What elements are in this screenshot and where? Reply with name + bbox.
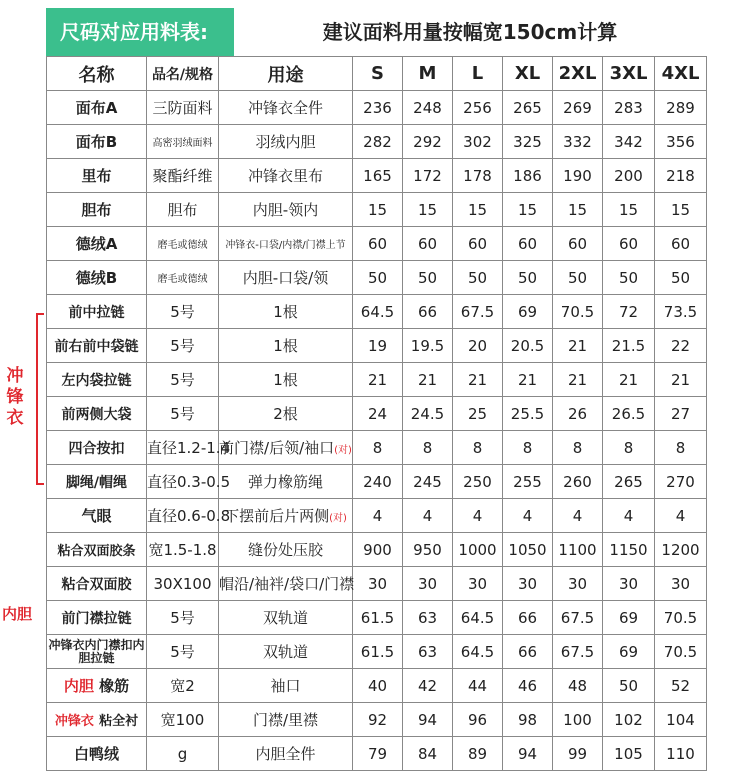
size-value: 50	[603, 669, 655, 703]
size-value: 30	[453, 567, 503, 601]
material-use	[219, 261, 353, 295]
material-use-text: 帽沿/袖袢/袋口/门襟	[219, 575, 355, 593]
size-value: 332	[553, 125, 603, 159]
size-value: 70.5	[655, 635, 707, 669]
size-value: 8	[603, 431, 655, 465]
table-row	[47, 227, 707, 261]
size-value: 8	[453, 431, 503, 465]
size-value: 69	[603, 601, 655, 635]
material-use	[219, 499, 353, 533]
size-value: 282	[353, 125, 403, 159]
size-value: 67.5	[453, 295, 503, 329]
size-value: 30	[353, 567, 403, 601]
size-value: 4	[353, 499, 403, 533]
size-value: 20.5	[503, 329, 553, 363]
material-use-text: 1根	[273, 337, 298, 355]
size-value: 67.5	[553, 635, 603, 669]
material-name-text: 面布A	[75, 99, 118, 117]
material-spec: 5号	[147, 397, 219, 431]
material-name	[47, 703, 147, 737]
material-use-text: 前门襟/后领/袖口	[219, 439, 335, 457]
size-value: 186	[503, 159, 553, 193]
size-value: 110	[655, 737, 707, 771]
size-value: 48	[553, 669, 603, 703]
size-value: 61.5	[353, 635, 403, 669]
material-name-text: 粘全衬	[99, 714, 139, 729]
col-size-header: XL	[503, 57, 553, 91]
size-value: 79	[353, 737, 403, 771]
material-name-text: 左内袋拉链	[61, 372, 132, 389]
material-name-text: 前门襟拉链	[61, 610, 132, 627]
size-material-table	[46, 56, 707, 771]
size-value: 4	[655, 499, 707, 533]
material-name-text: 粘合双面胶条	[57, 544, 136, 559]
table-row	[47, 703, 707, 737]
size-value: 63	[403, 601, 453, 635]
material-spec: 胆布	[147, 193, 219, 227]
material-name-text: 前中拉链	[68, 304, 125, 321]
size-value: 15	[603, 193, 655, 227]
table-title-badge: 尺码对应用料表:	[46, 8, 234, 56]
size-value: 292	[403, 125, 453, 159]
size-value: 26.5	[603, 397, 655, 431]
material-name	[47, 567, 147, 601]
material-use	[219, 125, 353, 159]
size-value: 70.5	[655, 601, 707, 635]
size-value: 265	[603, 465, 655, 499]
material-name	[47, 533, 147, 567]
material-name	[47, 261, 147, 295]
size-value: 1150	[603, 533, 655, 567]
table-header	[46, 8, 706, 56]
table-subtitle: 建议面料用量按幅宽150cm计算	[322, 20, 618, 44]
size-value: 50	[503, 261, 553, 295]
material-spec: 高密羽绒面料	[147, 125, 219, 159]
material-spec: 5号	[147, 363, 219, 397]
table-row	[47, 635, 707, 669]
col-size-header: 3XL	[603, 57, 655, 91]
material-use-text: 内胆-领内	[252, 201, 319, 219]
size-value: 24.5	[403, 397, 453, 431]
size-value: 1050	[503, 533, 553, 567]
material-use	[219, 193, 353, 227]
table-row	[47, 397, 707, 431]
material-use-text: 羽绒内胆	[255, 133, 316, 151]
size-value: 66	[403, 295, 453, 329]
material-spec: 5号	[147, 635, 219, 669]
size-value: 26	[553, 397, 603, 431]
table-row	[47, 295, 707, 329]
material-name-text: 前右前中袋链	[54, 338, 139, 355]
material-name-text: 粘合双面胶	[61, 576, 132, 593]
size-value: 50	[603, 261, 655, 295]
column-header-row	[47, 57, 707, 91]
size-value: 50	[553, 261, 603, 295]
table-row	[47, 193, 707, 227]
col-size-header: 4XL	[655, 57, 707, 91]
size-value: 190	[553, 159, 603, 193]
material-name-prefix: 冲锋衣	[54, 714, 94, 729]
material-name	[47, 159, 147, 193]
material-use	[219, 363, 353, 397]
size-value: 60	[603, 227, 655, 261]
material-use-text: 门襟/里襟	[252, 711, 319, 729]
material-name	[47, 601, 147, 635]
size-value: 8	[353, 431, 403, 465]
material-use	[219, 703, 353, 737]
size-value: 1000	[453, 533, 503, 567]
material-use	[219, 465, 353, 499]
material-use	[219, 295, 353, 329]
table-row	[47, 329, 707, 363]
material-name	[47, 737, 147, 771]
material-name-text: 德绒A	[75, 235, 118, 253]
size-value: 69	[503, 295, 553, 329]
size-value: 27	[655, 397, 707, 431]
size-value: 24	[353, 397, 403, 431]
table-row	[47, 669, 707, 703]
material-use-text: 冲锋衣-口袋/内襟/门襟上节	[225, 240, 346, 251]
material-name-text: 白鸭绒	[73, 745, 119, 763]
material-name-text: 面布B	[75, 133, 118, 151]
size-value: 50	[655, 261, 707, 295]
size-value: 94	[503, 737, 553, 771]
jacket-group-label: 冲 锋 衣	[6, 366, 24, 428]
size-value: 50	[403, 261, 453, 295]
material-name	[47, 669, 147, 703]
size-value: 46	[503, 669, 553, 703]
material-name	[47, 125, 147, 159]
material-use	[219, 397, 353, 431]
size-value: 256	[453, 91, 503, 125]
material-name	[47, 193, 147, 227]
material-use	[219, 635, 353, 669]
size-value: 99	[553, 737, 603, 771]
size-value: 172	[403, 159, 453, 193]
size-value: 21	[353, 363, 403, 397]
size-value: 92	[353, 703, 403, 737]
size-value: 100	[553, 703, 603, 737]
size-value: 64.5	[353, 295, 403, 329]
material-name-text: 德绒B	[75, 269, 118, 287]
size-value: 248	[403, 91, 453, 125]
material-use-text: 袖口	[270, 677, 301, 695]
size-value: 245	[403, 465, 453, 499]
col-size-header: M	[403, 57, 453, 91]
size-value: 40	[353, 669, 403, 703]
size-value: 356	[655, 125, 707, 159]
size-value: 66	[503, 635, 553, 669]
size-value: 21.5	[603, 329, 655, 363]
material-spec: 磨毛或德绒	[147, 227, 219, 261]
table-row	[47, 91, 707, 125]
table-row	[47, 431, 707, 465]
material-name	[47, 295, 147, 329]
size-value: 60	[403, 227, 453, 261]
size-value: 21	[503, 363, 553, 397]
material-spec: 聚酯纤维	[147, 159, 219, 193]
size-value: 250	[453, 465, 503, 499]
size-value: 21	[603, 363, 655, 397]
size-value: 44	[453, 669, 503, 703]
material-spec: g	[147, 737, 219, 771]
size-value: 25.5	[503, 397, 553, 431]
material-use-text: 双轨道	[262, 609, 308, 627]
size-value: 73.5	[655, 295, 707, 329]
size-value: 98	[503, 703, 553, 737]
material-use-text: 1根	[273, 371, 298, 389]
size-value: 94	[403, 703, 453, 737]
material-use	[219, 601, 353, 635]
material-name	[47, 465, 147, 499]
material-spec: 宽2	[147, 669, 219, 703]
size-value: 70.5	[553, 295, 603, 329]
size-value: 22	[655, 329, 707, 363]
size-value: 105	[603, 737, 655, 771]
size-value: 270	[655, 465, 707, 499]
table-row	[47, 465, 707, 499]
size-value: 60	[655, 227, 707, 261]
size-value: 218	[655, 159, 707, 193]
size-value: 1100	[553, 533, 603, 567]
material-name-text: 冲锋衣内门襟扣内胆拉链	[48, 637, 145, 665]
table-row	[47, 533, 707, 567]
size-value: 15	[553, 193, 603, 227]
size-value: 950	[403, 533, 453, 567]
size-value: 302	[453, 125, 503, 159]
size-value: 4	[403, 499, 453, 533]
material-name	[47, 635, 147, 669]
material-name	[47, 91, 147, 125]
material-name	[47, 363, 147, 397]
size-value: 200	[603, 159, 655, 193]
material-use-text: 1根	[273, 303, 298, 321]
material-name	[47, 431, 147, 465]
size-value: 15	[655, 193, 707, 227]
size-value: 165	[353, 159, 403, 193]
size-value: 72	[603, 295, 655, 329]
size-value: 50	[453, 261, 503, 295]
size-value: 178	[453, 159, 503, 193]
size-value: 21	[553, 363, 603, 397]
material-spec: 直径1.2-1.4	[147, 431, 219, 465]
material-spec: 宽100	[147, 703, 219, 737]
material-name-prefix: 内胆	[63, 677, 94, 695]
material-name-text: 气眼	[81, 507, 112, 525]
material-name-text: 里布	[81, 167, 112, 185]
material-use	[219, 669, 353, 703]
table-row	[47, 125, 707, 159]
size-value: 21	[655, 363, 707, 397]
size-value: 60	[503, 227, 553, 261]
material-spec: 三防面料	[147, 91, 219, 125]
size-value: 4	[603, 499, 655, 533]
material-name-text: 橡筋	[99, 677, 130, 695]
size-value: 60	[553, 227, 603, 261]
size-value: 84	[403, 737, 453, 771]
material-spec: 5号	[147, 295, 219, 329]
material-use-text: 弹力橡筋绳	[247, 473, 323, 491]
material-use	[219, 159, 353, 193]
size-value: 325	[503, 125, 553, 159]
material-name-text: 胆布	[81, 201, 112, 219]
size-value: 1200	[655, 533, 707, 567]
table-row	[47, 567, 707, 601]
size-value: 260	[553, 465, 603, 499]
material-use-text: 内胆-口袋/领	[242, 269, 329, 287]
size-value: 63	[403, 635, 453, 669]
material-use-note: (对)	[329, 513, 347, 524]
material-name-text: 四合按扣	[68, 440, 125, 457]
size-value: 8	[503, 431, 553, 465]
size-value: 342	[603, 125, 655, 159]
table-row	[47, 499, 707, 533]
size-value: 96	[453, 703, 503, 737]
size-value: 66	[503, 601, 553, 635]
material-use	[219, 329, 353, 363]
size-value: 30	[553, 567, 603, 601]
material-use	[219, 737, 353, 771]
material-use	[219, 567, 353, 601]
size-value: 4	[553, 499, 603, 533]
size-value: 21	[453, 363, 503, 397]
col-size-header: S	[353, 57, 403, 91]
size-value: 15	[453, 193, 503, 227]
size-value: 4	[453, 499, 503, 533]
size-value: 30	[603, 567, 655, 601]
material-use	[219, 533, 353, 567]
material-use-text: 缝份处压胶	[247, 541, 323, 559]
size-value: 42	[403, 669, 453, 703]
size-value: 64.5	[453, 635, 503, 669]
size-value: 19.5	[403, 329, 453, 363]
size-value: 900	[353, 533, 403, 567]
size-value: 30	[403, 567, 453, 601]
size-value: 67.5	[553, 601, 603, 635]
size-value: 240	[353, 465, 403, 499]
size-value: 4	[503, 499, 553, 533]
table-row	[47, 363, 707, 397]
col-name-header: 名称	[47, 57, 147, 91]
table-row	[47, 737, 707, 771]
material-use-text: 冲锋衣全件	[247, 99, 323, 117]
size-value: 30	[655, 567, 707, 601]
material-use	[219, 227, 353, 261]
size-value: 8	[403, 431, 453, 465]
lining-group-label: 内胆	[2, 605, 33, 623]
size-value: 15	[503, 193, 553, 227]
table-row	[47, 261, 707, 295]
size-value: 61.5	[353, 601, 403, 635]
table-row	[47, 159, 707, 193]
material-spec: 30X100	[147, 567, 219, 601]
size-value: 8	[655, 431, 707, 465]
size-value: 15	[353, 193, 403, 227]
size-value: 30	[503, 567, 553, 601]
size-value: 21	[553, 329, 603, 363]
size-value: 255	[503, 465, 553, 499]
material-use-text: 下摆前后片两侧	[224, 507, 330, 525]
size-value: 236	[353, 91, 403, 125]
size-value: 8	[553, 431, 603, 465]
size-value: 25	[453, 397, 503, 431]
material-name-text: 前两侧大袋	[61, 406, 132, 423]
material-use-text: 内胆全件	[255, 745, 316, 763]
material-name	[47, 227, 147, 261]
size-value: 104	[655, 703, 707, 737]
size-value: 60	[353, 227, 403, 261]
col-use-header: 用途	[219, 57, 353, 91]
material-spec: 5号	[147, 601, 219, 635]
material-use-text: 2根	[273, 405, 298, 423]
size-value: 60	[453, 227, 503, 261]
size-value: 20	[453, 329, 503, 363]
size-value: 102	[603, 703, 655, 737]
size-value: 50	[353, 261, 403, 295]
material-use-text: 双轨道	[262, 643, 308, 661]
size-value: 89	[453, 737, 503, 771]
size-value: 289	[655, 91, 707, 125]
material-spec: 宽1.5-1.8	[147, 533, 219, 567]
material-use-text: 冲锋衣里布	[247, 167, 323, 185]
material-name	[47, 329, 147, 363]
col-size-header: 2XL	[553, 57, 603, 91]
size-value: 19	[353, 329, 403, 363]
material-use	[219, 91, 353, 125]
size-value: 15	[403, 193, 453, 227]
material-use	[219, 431, 353, 465]
col-spec-header: 品名/规格	[147, 57, 219, 91]
material-spec: 磨毛或德绒	[147, 261, 219, 295]
material-spec: 直径0.3-0.5	[147, 465, 219, 499]
material-name-text: 脚绳/帽绳	[65, 474, 128, 491]
material-spec: 5号	[147, 329, 219, 363]
size-value: 69	[603, 635, 655, 669]
material-name	[47, 397, 147, 431]
material-name	[47, 499, 147, 533]
material-use-note: (对)	[334, 445, 352, 456]
size-value: 265	[503, 91, 553, 125]
material-spec: 直径0.6-0.8	[147, 499, 219, 533]
size-value: 283	[603, 91, 655, 125]
size-value: 64.5	[453, 601, 503, 635]
jacket-group-bracket	[36, 313, 44, 485]
size-value: 269	[553, 91, 603, 125]
size-value: 52	[655, 669, 707, 703]
table-row	[47, 601, 707, 635]
size-value: 21	[403, 363, 453, 397]
col-size-header: L	[453, 57, 503, 91]
